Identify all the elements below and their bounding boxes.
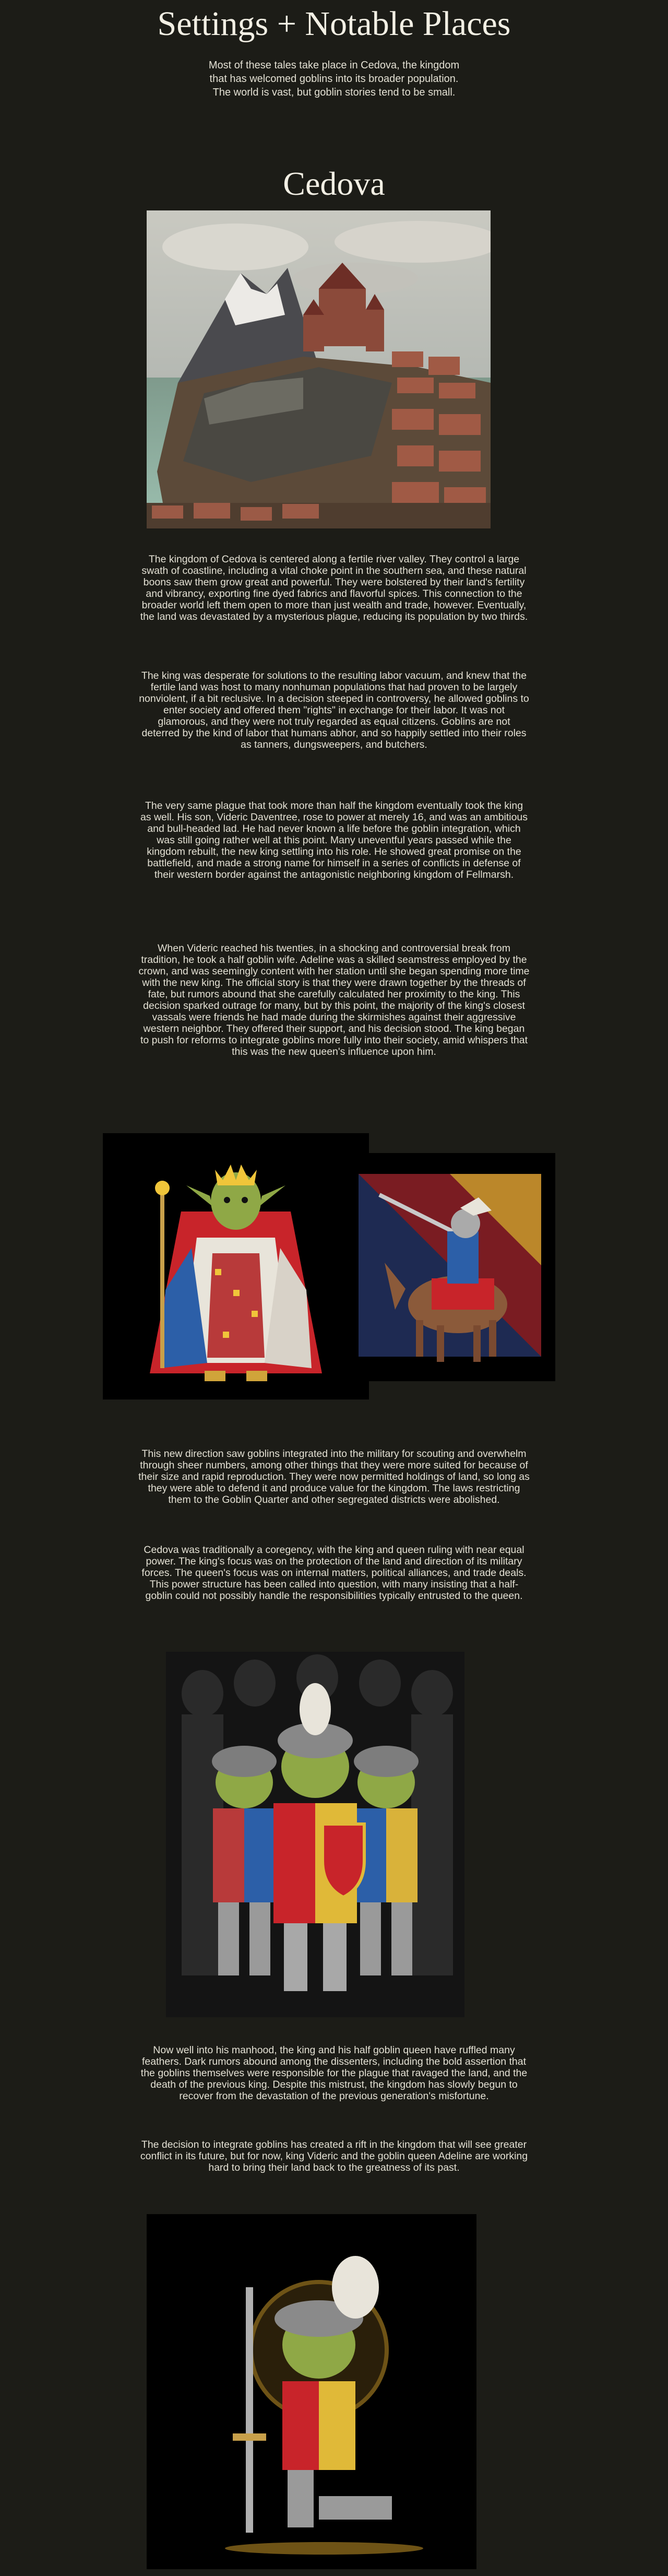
- paragraph-1: The kingdom of Cedova is centered along a fertile river valley. They control a large swath of coastline, including a vital choke point in the southern sea, and these natural boons saw them grow great and powerful. They were bolstered by their land's fertility and vibrancy, exporting fine dyed fabrics and flavorful spices. This connection to the broader world left them open to more than just wealth and trade, however. Eventually, the land was devastated by a mysterious plague, reducing its population by two thirds.: [140, 554, 528, 622]
- goblin-queen-image: [103, 1133, 369, 1399]
- paragraph-7: Now well into his manhood, the king and his half goblin queen have ruffled many feathers. Dark rumors abound among the dissenters, including the bold assertion that the goblins themselves were responsible for the plague that ravaged the land, and the death of the previous king. Despite this mistrust, the kingdom has slowly begun to recover from the devastation of the previous generation's misfortune.: [140, 2044, 528, 2102]
- goblin-soldiers-image: [166, 1652, 464, 2017]
- paragraph-3: The very same plague that took more than half the kingdom eventually took the king as well. His son, Videric Daventree, rose to power at merely 16, and was an ambitious and bull-headed lad. He had never known a life before the goblin integration, which was still going rather well at this point. Many uneventful years passed while the kingdom rebuilt, the new king settling into his role. He showed great promise on the battlefield, and made a strong name for himself in a series of conflicts in defense of their western border against the antagonistic neighboring kingdom of Fellmarsh.: [140, 800, 528, 880]
- intro-text: Most of these tales take place in Cedova, the kingdom that has welcomed goblins into its broader population. The world is vast, but goblin stories tend to be small.: [208, 60, 460, 98]
- knight-on-horse-image: [348, 1153, 555, 1381]
- goblin-knight-image: [147, 2214, 476, 2569]
- paragraph-4: When Videric reached his twenties, in a shocking and controversial break from tradition, he took a half goblin wife. Adeline was a skilled seamstress employed by the crown, and was seemingly content with her station until she began spending more time with the new king. The official story is that they were drawn together by the threads of fate, but rumors abound that she carefully calculated her proximity to the king. This decision sparked outrage for many, but by this point, the majority of the king's closest vassals were friends he had made during the skirmishes against their aggressive western neighbor. They offered their support, and his decision stood. The king began to push for reforms to integrate goblins more fully into their society, amid whispers that this was the new queen's influence upon him.: [138, 943, 530, 1057]
- paragraph-8: The decision to integrate goblins has created a rift in the kingdom that will see greater conflict in its future, but for now, king Videric and the goblin queen Adeline are working hard to bring their land back to the greatness of its past.: [140, 2139, 528, 2173]
- page-title: Settings + Notable Places: [157, 5, 511, 43]
- cedova-castle-image: [147, 210, 491, 528]
- paragraph-5: This new direction saw goblins integrated into the military for scouting and overwhelm through sheer numbers, among other things that they were more suited for because of their size and rapid reproduction. They were now permitted holdings of land, so long as they were able to defend it and produce value for the kingdom. The laws restricting them to the Goblin Quarter and other segregated districts were abolished.: [138, 1448, 530, 1505]
- section-title: Cedova: [283, 165, 385, 202]
- paragraph-6: Cedova was traditionally a coregency, with the king and queen ruling with near equal power. The king's focus was on the protection of the land and direction of its military forces. The queen's focus was on internal matters, political alliances, and trade deals. This power structure has been called into question, with many insisting that a half-goblin could not possibly handle the responsibilities typically entrusted to the queen.: [141, 1544, 527, 1602]
- paragraph-2: The king was desperate for solutions to the resulting labor vacuum, and knew that the fertile land was host to many nonhuman populations that had proven to be largely nonviolent, if a bit reclusive. In a decision steeped in controversy, he allowed goblins to enter society and offered them "rights" in exchange for their labor. It was not glamorous, and they were not truly regarded as equal citizens. Goblins are not deterred by the kind of labor that humans abhor, and so happily settled into their roles as tanners, dungsweepers, and butchers.: [139, 670, 529, 750]
